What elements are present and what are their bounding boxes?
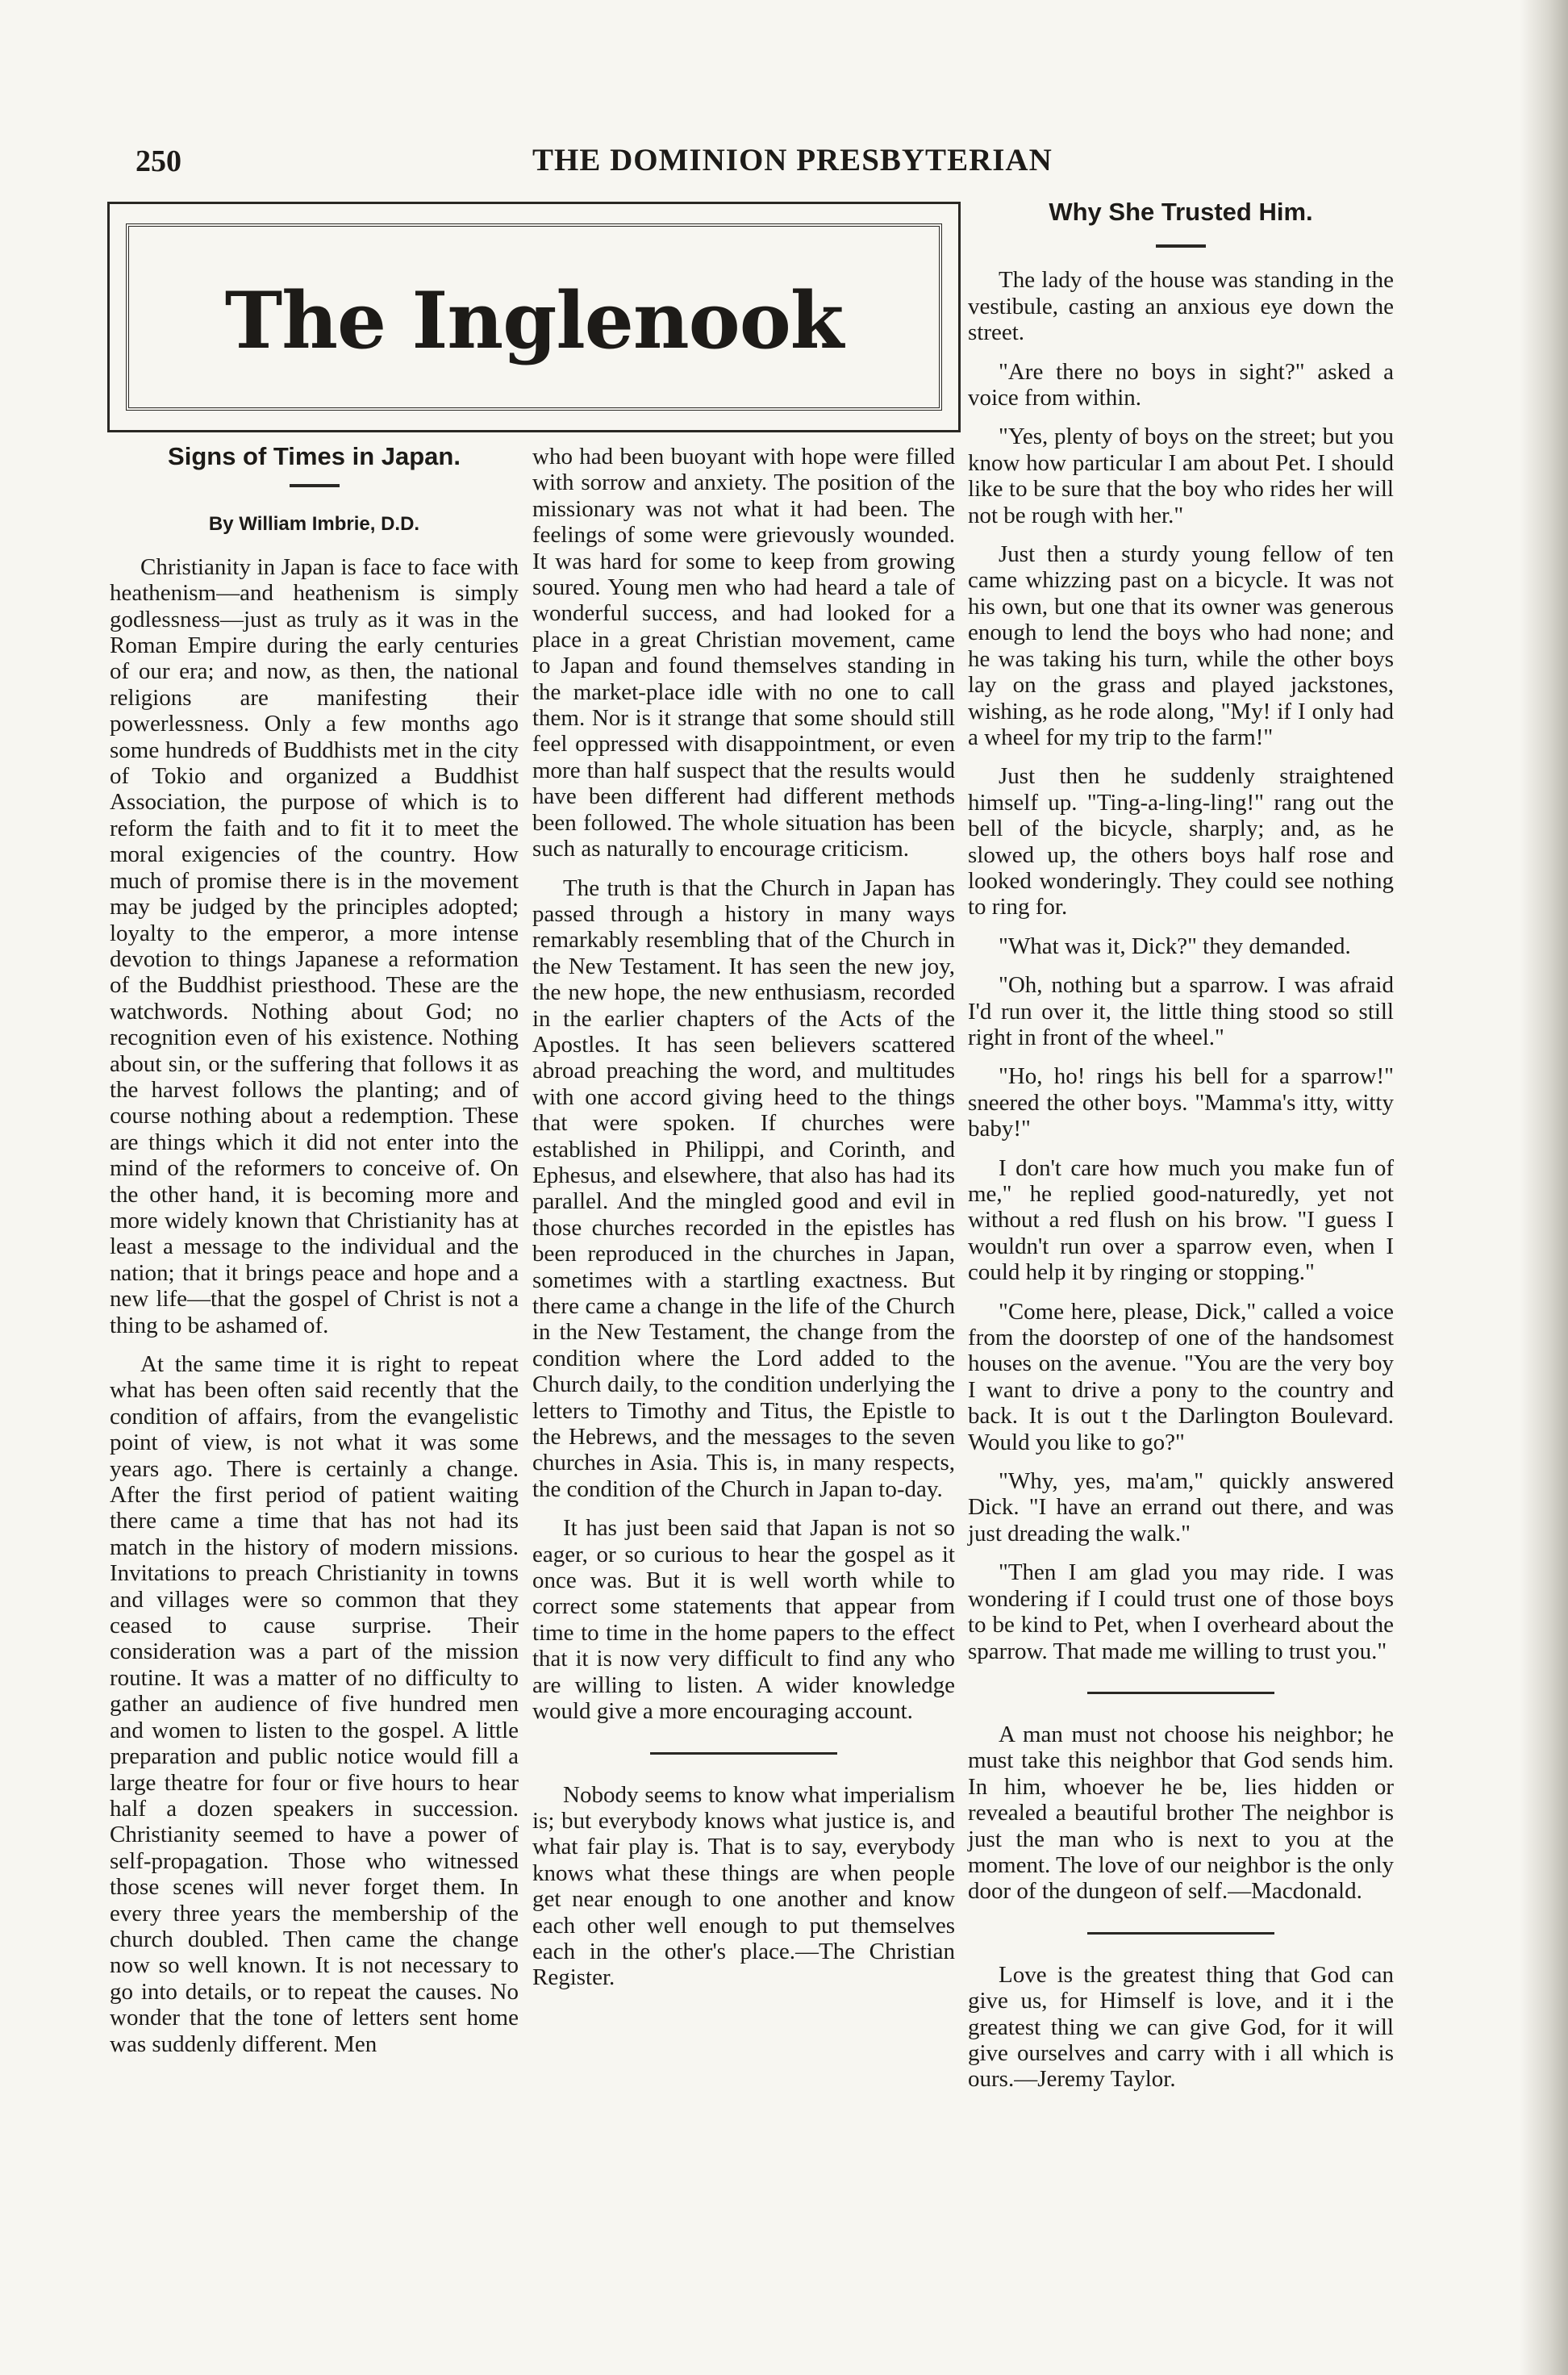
page-edge-shadow — [1520, 0, 1568, 2375]
article-paragraph: who had been buoyant with hope were filled with sorrow and anxiety. The position of the missionary was not what it had been. The feelings of some were grievously wounded. It was hard for some to keep from growing soured. Young men who had heard a tale of wonderful success, and had looked for a place in a great Christian movement, came to Japan and found themselves standing in the market-place idle with no one to call them. Nor is it strange that some should still feel oppressed with disappointment, or even more than half suspect that the results would have been different had different methods been followed. The whole situation has been such as naturally to encourage criticism. — [532, 444, 955, 862]
story-paragraph: "Come here, please, Dick," called a voice from the doorstep of one of the handsomest houses on the avenue. "You are the very boy I want to drive a pony to the country and back. It is out t the Darlington Boulevard. Would you like to go?" — [968, 1298, 1394, 1455]
story-title: Why She Trusted Him. — [1049, 198, 1313, 226]
story-paragraph: Just then a sturdy young fellow of ten came whizzing past on a bicycle. It was not his own, but one that its owner was generous enough to lend the boys who had none; and he was taking his turn, while the other boys lay on the grass and played jackstones, wishing, as he rode along, "My! if I only had a wheel for my trip to the farm!" — [968, 541, 1394, 750]
title-rule — [290, 484, 340, 487]
masthead-title: The Inglenook — [224, 275, 844, 366]
story-paragraph: "Oh, nothing but a sparrow. I was afraid I'd run over it, the little thing stood so still right in front of the wheel." — [968, 972, 1394, 1050]
title-rule — [1156, 244, 1206, 248]
section-divider — [1087, 1932, 1274, 1935]
masthead-inner-frame — [126, 223, 942, 411]
article-paragraph: The truth is that the Church in Japan has passed through a history in many ways remarkably resembling that of the Church in the New Testament. It has seen the new joy, the new hope, the new enthusiasm, recorded in the earlier chapters of the Acts of the Apostles. It has seen believers scattered abroad preaching the word, and multitudes with one accord giving heed to the things that were spoken. If churches were established in Philippi, and Corinth, and Ephesus, and elsewhere, that also has had its parallel. And the mingled good and evil in those churches recorded in the epistles has been reproduced in the churches in Japan, sometimes with a startling exactness. But there came a change in the life of the Church in the New Testament, the change from the condition where the Lord added to the Church daily, to the condition underlying the letters to Timothy and Titus, the Epistle to the Hebrews, and the messages to the seven churches in Asia. This is, in many respects, the condition of the Church in Japan to-day. — [532, 874, 955, 1502]
quote-imperialism: Nobody seems to know what imperialism is; but everybody knows what justice is, and what fair play is. That is to say, everybody knows what these things are when people get near enough to one another and know each other well enough to put themselves each in the other's place.—The Christian Register. — [532, 1781, 955, 1991]
article-title: Signs of Times in Japan. — [168, 442, 461, 470]
section-divider — [650, 1752, 837, 1755]
story-paragraph: I don't care how much you make fun of me," he replied good-naturedly, yet not without a red flush on his brow. "I guess I wouldn't run over a sparrow even, when I could help it by ringing or stopping." — [968, 1154, 1394, 1286]
story-paragraph: "Then I am glad you may ride. I was wondering if I could trust one of those boys to be kind to Pet, when I overheard about the sparrow. That made me willing to trust you." — [968, 1559, 1394, 1664]
article-column-3 — [968, 199, 1394, 2093]
masthead-frame — [107, 202, 961, 432]
running-head: THE DOMINION PRESBYTERIAN — [532, 143, 1053, 177]
quote-love: Love is the greatest thing that God can give us, for Himself is love, and it i the greatest thing we can give God, for it will give ourselves and carry with i all which is ours.—Jeremy Taylor. — [968, 1961, 1394, 2093]
story-paragraph: Just then he suddenly straightened himself up. "Ting-a-ling-ling!" rang out the bell of the bicycle, sharply; and, as he slowed up, the others boys half rose and looked wonderingly. They could see nothing to ring for. — [968, 763, 1394, 920]
article-paragraph: It has just been said that Japan is not so eager, or so curious to hear the gospel as it once was. But it is well worth while to correct some statements that appear from time to time in the home papers to the effect that it is now very difficult to find any who are willing to listen. A wider knowledge would give a more encouraging account. — [532, 1515, 955, 1725]
story-paragraph: "Are there no boys in sight?" asked a voice from within. — [968, 358, 1394, 411]
story-paragraph: "What was it, Dick?" they demanded. — [999, 933, 1351, 959]
page-number: 250 — [136, 144, 181, 178]
story-paragraph: "Yes, plenty of boys on the street; but you know how particular I am about Pet. I should like to be sure that the boy who rides her will not be rough with her." — [968, 424, 1394, 528]
story-paragraph: The lady of the house was standing in the vestibule, casting an anxious eye down the street. — [968, 267, 1394, 346]
article-byline: By William Imbrie, D.D. — [208, 513, 420, 536]
article-column-1 — [110, 444, 519, 2057]
section-divider — [1087, 1692, 1274, 1694]
quote-neighbor: A man must not choose his neighbor; he must take this neighbor that God sends him. In him, whoever he be, lies hidden or revealed a beautiful brother The neighbor is just the man who is next to you at the moment. The love of our neighbor is the only door of the dungeon of self.—Macdonald. — [968, 1721, 1394, 1905]
story-paragraph: "Ho, ho! rings his bell for a sparrow!" sneered the other boys. "Mamma's itty, witty baby!" — [968, 1063, 1394, 1142]
article-paragraph: At the same time it is right to repeat what has been often said recently that the condition of affairs, from the evangelistic point of view, is not what it was some years ago. There is certainly a change. After the first period of patient waiting there came a time that has not had its match in the history of modern missions. Invitations to preach Christianity in towns and villages were so common that they ceased to cause surprise. Their consideration was a part of the mission routine. It was a matter of no difficulty to gather an audience of five hundred men and women to listen to the gospel. A little preparation and public notice would fill a large theatre for four or five hours to hear half a dozen speakers in succession. Christianity seemed to have a power of self-propagation. Those who witnessed those scenes will never forget them. In every three years the membership of the church doubled. Then came the change now so well known. It is not necessary to go into details, or to repeat the causes. No wonder that the tone of letters sent home was suddenly different. Men — [110, 1351, 519, 2057]
story-paragraph: "Why, yes, ma'am," quickly answered Dick. "I have an errand out there, and was just dreading the walk." — [968, 1468, 1394, 1546]
article-column-2 — [532, 444, 955, 1991]
article-paragraph: Christianity in Japan is face to face with heathenism—and heathenism is simply godlessness—just as truly as it was in the Roman Empire during the early centuries of our era; and now, as then, the national religions are manifesting their powerlessness. Only a few months ago some hundreds of Buddhists met in the city of Tokio and organized a Buddhist Association, the purpose of which is to reform the faith and to fit it to meet the moral exigencies of the country. How much of promise there is in the movement may be judged by the principles adopted; loyalty to the emperor, a more intense devotion to things Japanese a reformation of the Buddhist priesthood. These are the watchwords. Nothing about God; no recognition even of his existence. Nothing about sin, or the suffering that follows it as the harvest follows the planting; and of course nothing about a redemption. These are things which it did not enter into the mind of the reformers to conceive of. On the other hand, it is becoming more and more widely known that Christianity has at least a message to the individual and the nation; that it brings peace and hope and a new life—that the gospel of Christ is not a thing to be ashamed of. — [110, 553, 519, 1338]
